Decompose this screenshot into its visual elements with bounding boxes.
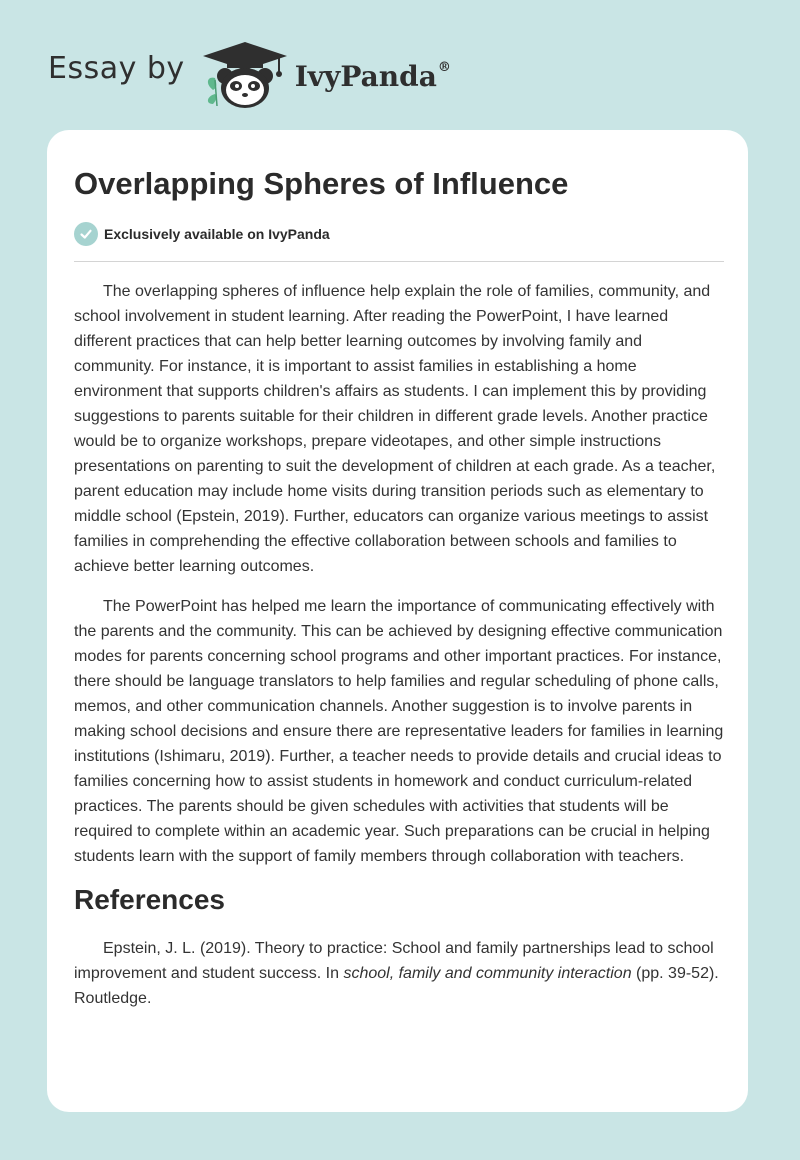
- page-title: Overlapping Spheres of Influence: [74, 166, 569, 201]
- reference-item: Epstein, J. L. (2019). Theory to practice: School and family partnerships lead to school improvement and student success. In school, family and community interaction (pp. 39-52). Routledge.: [74, 940, 719, 1007]
- panda-graduation-cap-icon: [201, 38, 289, 110]
- badge-label: Exclusively available on IvyPanda: [104, 226, 330, 242]
- essay-card: [47, 130, 748, 1112]
- divider: [74, 261, 724, 262]
- essay-by-label: Essay by: [48, 50, 185, 86]
- exclusive-badge: [74, 222, 330, 246]
- check-icon: [74, 222, 98, 246]
- brand-name: IvyPanda®: [294, 59, 451, 93]
- essay-body: [74, 279, 724, 1011]
- ivypanda-logo[interactable]: [201, 38, 451, 110]
- paragraph: The overlapping spheres of influence help explain the role of families, community, and school involvement in student learning. After reading the PowerPoint, I have learned different practices that can help better learning outcomes by involving family and community. For instance, it is important to assist families in establishing a home environment that supports children's affairs as students. I can implement this by providing suggestions to parents suitable for their children in different grade levels. Another practice would be to organize workshops, prepare videotapes, and other simple instructions presentations on parenting to suit the development of children at each grade. As a teacher, parent education may include home visits during transition periods such as elementary to middle school (Epstein, 2019). Further, educators can organize various meetings to assist families in comprehending the effective collaboration between schools and families to achieve better learning outcomes.: [74, 283, 716, 575]
- references-heading: References: [74, 884, 225, 915]
- site-header: [48, 38, 451, 110]
- trademark-symbol: ®: [437, 60, 451, 76]
- paragraph: The PowerPoint has helped me learn the importance of communicating effectively with the parents and the community. This can be achieved by designing effective communication modes for parents concerning school programs and other important practices. For instance, there should be language translators to help families and regular scheduling of phone calls, memos, and other communication channels. Another suggestion is to involve parents in making school decisions and ensure there are representative leaders for families in learning institutions (Ishimaru, 2019). Further, a teacher needs to provide details and crucial ideas to families concerning how to assist students in homework and conduct curriculum-related practices. The parents should be given schedules with activities that students will be required to complete within an academic year. Such preparations can be crucial in helping students learn with the support of family members through collaboration with teachers.: [74, 598, 724, 865]
- reference-book-title: school, family and community interaction: [343, 965, 632, 982]
